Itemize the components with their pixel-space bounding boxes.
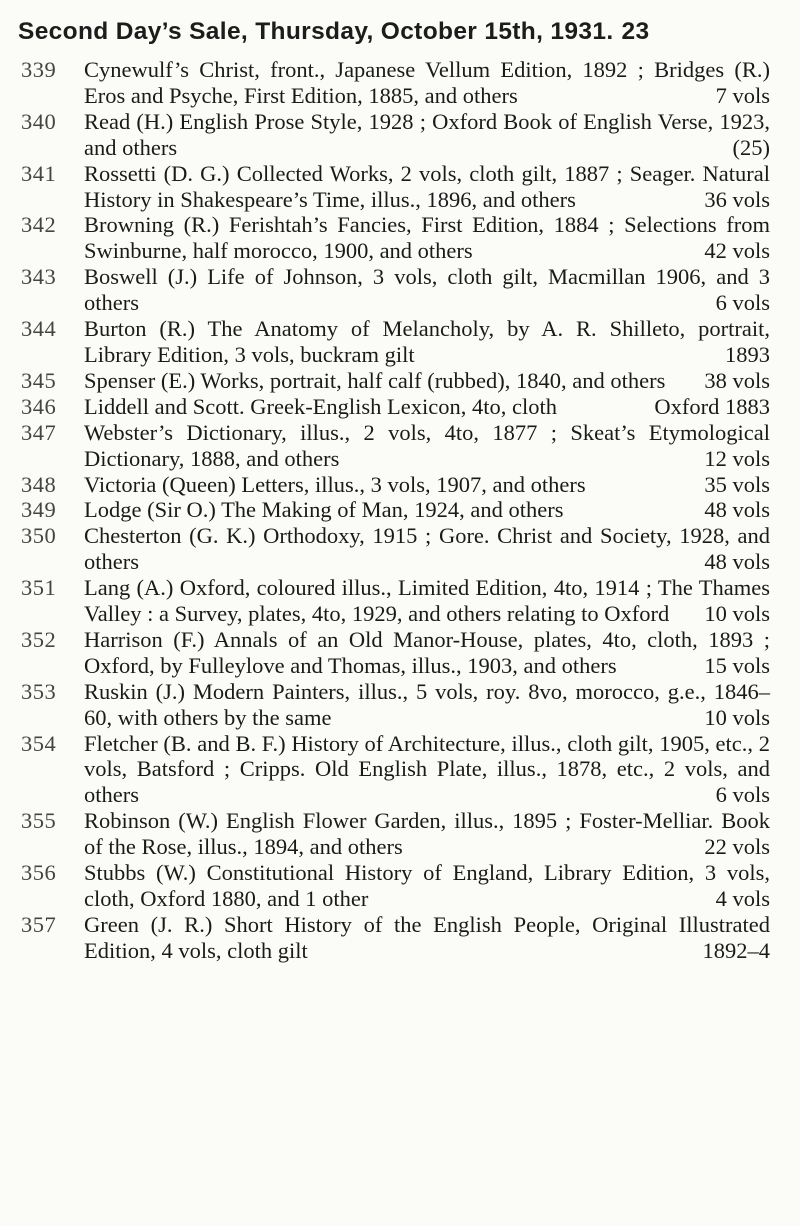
lot-description-text: Stubbs (W.) Constitutional History of England, Library Edition, 3 vols, cloth, Oxford 1880, and 1 other <box>84 860 770 911</box>
lot-number: 346 <box>21 393 57 419</box>
lot-quantity: 36 vols <box>704 186 770 212</box>
lot-number: 343 <box>21 264 57 290</box>
lot-description-text: Fletcher (B. and B. F.) History of Architecture, illus., cloth gilt, 1905, etc., 2 vols, Batsford ; Cripps. Old English Plate, illus., 1878, etc., 2 vols, and others <box>84 730 770 808</box>
lot-list <box>0 57 800 964</box>
lot-description-text: Rossetti (D. G.) Collected Works, 2 vols, cloth gilt, 1887 ; Seager. Natural History in Shakespeare’s Time, illus., 1896, and others <box>84 160 770 212</box>
lot-description <box>84 912 770 964</box>
lot-description <box>84 808 770 860</box>
lot-description-text: Liddell and Scott. Greek-English Lexicon, 4to, cloth <box>84 393 558 419</box>
lot-quantity: 1893 <box>725 341 770 367</box>
lot-description <box>84 57 770 109</box>
page-title: Second Day’s Sale, Thursday, October 15th, 1931. <box>18 18 614 45</box>
lot-description <box>84 264 770 316</box>
lot-description-text: Browning (R.) Ferishtah’s Fancies, First Edition, 1884 ; Selections from Swinburne, half morocco, 1900, and others <box>84 212 770 264</box>
lot-number: 339 <box>21 57 57 82</box>
lot-entry <box>0 731 800 809</box>
lot-entry <box>0 109 800 161</box>
lot-entry <box>0 627 800 679</box>
lot-entry <box>0 575 800 627</box>
lot-description-text: Cynewulf’s Christ, front., Japanese Vellum Edition, 1892 ; Bridges (R.) Eros and Psyche, First Edition, 1885, and others <box>84 57 770 108</box>
lot-description <box>84 679 770 731</box>
lot-description-text: Victoria (Queen) Letters, illus., 3 vols, 1907, and others <box>84 471 586 497</box>
lot-quantity: 42 vols <box>704 238 770 264</box>
lot-quantity: 10 vols <box>704 704 770 730</box>
lot-entry <box>0 420 800 472</box>
lot-entry <box>0 912 800 964</box>
lot-description-text: Harrison (F.) Annals of an Old Manor-House, plates, 4to, cloth, 1893 ; Oxford, by Fulleylove and Thomas, illus., 1903, and others <box>84 626 770 678</box>
lot-quantity: 38 vols <box>704 367 770 393</box>
lot-entry <box>0 57 800 109</box>
lot-description-text: Spenser (E.) Works, portrait, half calf (rubbed), 1840, and others <box>84 367 666 393</box>
lot-description <box>84 627 770 679</box>
lot-quantity: 12 vols <box>704 445 770 471</box>
lot-description-text: Robinson (W.) English Flower Garden, illus., 1895 ; Foster-Melliar. Book of the Rose, illus., 1894, and others <box>84 808 770 860</box>
lot-description <box>84 472 770 498</box>
lot-entry <box>0 472 800 498</box>
lot-number: 345 <box>21 367 57 393</box>
lot-quantity: (25) <box>732 134 770 160</box>
lot-description-text: Lodge (Sir O.) The Making of Man, 1924, and others <box>84 497 564 523</box>
lot-description-text: Read (H.) English Prose Style, 1928 ; Oxford Book of English Verse, 1923, and others <box>84 108 770 160</box>
lot-number: 357 <box>21 911 57 937</box>
lot-quantity: 10 vols <box>704 601 770 627</box>
lot-description <box>84 212 770 264</box>
lot-quantity: 6 vols <box>715 782 770 808</box>
lot-entry <box>0 264 800 316</box>
lot-quantity: 15 vols <box>704 652 770 678</box>
lot-number: 352 <box>21 626 57 652</box>
lot-quantity: Oxford 1883 <box>654 393 770 419</box>
lot-description <box>84 161 770 213</box>
lot-entry <box>0 212 800 264</box>
lot-number: 355 <box>21 808 57 834</box>
lot-number: 354 <box>21 730 57 756</box>
lot-entry <box>0 497 800 523</box>
lot-number: 347 <box>21 419 57 445</box>
lot-entry <box>0 368 800 394</box>
lot-description-text: Chesterton (G. K.) Orthodoxy, 1915 ; Gore. Christ and Society, 1928, and others <box>84 523 770 575</box>
lot-number: 344 <box>21 316 57 342</box>
lot-entry <box>0 679 800 731</box>
lot-quantity: 7 vols <box>715 82 770 108</box>
lot-description <box>84 575 770 627</box>
lot-quantity: 48 vols <box>704 497 770 523</box>
lot-number: 342 <box>21 212 57 238</box>
lot-quantity: 1892–4 <box>702 937 770 963</box>
lot-quantity: 4 vols <box>715 886 770 911</box>
lot-entry <box>0 860 800 912</box>
lot-number: 350 <box>21 523 57 549</box>
lot-number: 341 <box>21 160 57 186</box>
lot-description <box>84 731 770 809</box>
lot-description-text: Webster’s Dictionary, illus., 2 vols, 4to, 1877 ; Skeat’s Etymological Dictionary, 1888, and others <box>84 419 770 471</box>
lot-description-text: Boswell (J.) Life of Johnson, 3 vols, cloth gilt, Macmillan 1906, and 3 others <box>84 264 770 316</box>
lot-description <box>84 316 770 368</box>
lot-description <box>84 368 770 394</box>
lot-quantity: 22 vols <box>704 834 770 860</box>
lot-quantity: 6 vols <box>715 290 770 316</box>
lot-entry <box>0 394 800 420</box>
lot-entry <box>0 316 800 368</box>
lot-number: 356 <box>21 860 57 886</box>
lot-description <box>84 523 770 575</box>
lot-description-text: Ruskin (J.) Modern Painters, illus., 5 vols, roy. 8vo, morocco, g.e., 1846–60, with others by the same <box>84 678 770 730</box>
lot-description <box>84 394 770 420</box>
lot-description <box>84 497 770 523</box>
lot-description <box>84 109 770 161</box>
lot-number: 351 <box>21 575 57 601</box>
lot-number: 353 <box>21 678 57 704</box>
lot-quantity: 35 vols <box>704 471 770 497</box>
lot-entry <box>0 161 800 213</box>
lot-description-text: Burton (R.) The Anatomy of Melancholy, by A. R. Shilleto, portrait, Library Edition, 3 vols, buckram gilt <box>84 316 770 367</box>
lot-number: 340 <box>21 108 57 134</box>
lot-description-text: Green (J. R.) Short History of the English People, Original Illustrated Edition, 4 vols, cloth gilt <box>84 911 770 963</box>
lot-entry <box>0 523 800 575</box>
page-number: 23 <box>621 18 650 45</box>
page-header <box>18 18 782 46</box>
lot-quantity: 48 vols <box>704 549 770 575</box>
lot-description-text: Lang (A.) Oxford, coloured illus., Limited Edition, 4to, 1914 ; The Thames Valley : a Survey, plates, 4to, 1929, and others relating to Oxford <box>84 575 770 627</box>
lot-description <box>84 420 770 472</box>
lot-description <box>84 860 770 912</box>
lot-number: 348 <box>21 471 57 497</box>
lot-number: 349 <box>21 497 57 523</box>
lot-entry <box>0 808 800 860</box>
